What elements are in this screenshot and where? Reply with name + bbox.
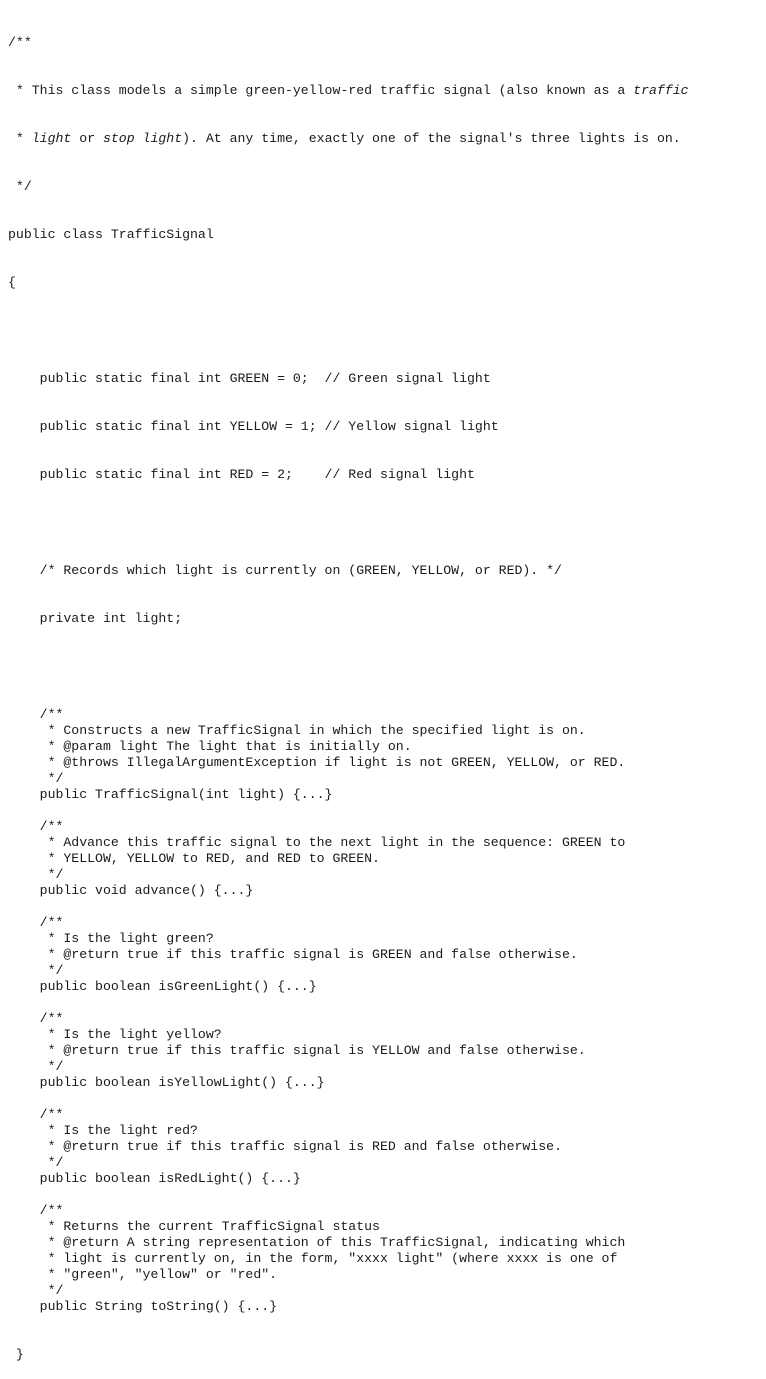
method-doc-comment-line: */ <box>8 1155 64 1170</box>
constant-green: public static final int GREEN = 0; // Green signal light <box>8 371 491 386</box>
class-comment-line-1: * This class models a simple green-yellow-red traffic signal (also known as a traffic <box>8 83 689 98</box>
method-list <box>8 707 689 1315</box>
class-open-brace: { <box>8 275 16 290</box>
method-doc-comment-line: */ <box>8 771 64 786</box>
method-signature: public boolean isGreenLight() {...} <box>8 979 317 994</box>
method-doc-comment-line: /** <box>8 1011 64 1026</box>
method-doc-comment-line: /** <box>8 1107 64 1122</box>
method-doc-comment-line: */ <box>8 1283 64 1298</box>
method-signature: public String toString() {...} <box>8 1299 278 1314</box>
method-doc-comment-line: * Is the light red? <box>8 1123 198 1138</box>
class-comment-open: /** <box>8 35 32 50</box>
class-comment-line-2: * light or stop light). At any time, exactly one of the signal's three lights is on. <box>8 131 681 146</box>
method-signature: public TrafficSignal(int light) {...} <box>8 787 333 802</box>
class-comment-close: */ <box>8 179 32 194</box>
method-doc-comment-line: * Constructs a new TrafficSignal in which the specified light is on. <box>8 723 586 738</box>
method-signature: public boolean isYellowLight() {...} <box>8 1075 325 1090</box>
method-doc-comment-line: * @throws IllegalArgumentException if light is not GREEN, YELLOW, or RED. <box>8 755 626 770</box>
field-declaration: private int light; <box>8 611 183 626</box>
method-doc-comment-line: * @return A string representation of this TrafficSignal, indicating which <box>8 1235 626 1250</box>
method-signature: public void advance() {...} <box>8 883 254 898</box>
method-doc-comment-line: * @return true if this traffic signal is RED and false otherwise. <box>8 1139 562 1154</box>
method-doc-comment-line: * YELLOW, YELLOW to RED, and RED to GREEN. <box>8 851 380 866</box>
method-doc-comment-line: * Returns the current TrafficSignal status <box>8 1219 380 1234</box>
constant-yellow: public static final int YELLOW = 1; // Yellow signal light <box>8 419 499 434</box>
method-doc-comment-line: * @param light The light that is initially on. <box>8 739 412 754</box>
method-doc-comment-line: /** <box>8 819 64 834</box>
method-doc-comment-line: /** <box>8 707 64 722</box>
method-doc-comment-line: /** <box>8 915 64 930</box>
code-listing <box>8 3 689 1379</box>
method-doc-comment-line: * Is the light yellow? <box>8 1027 222 1042</box>
method-doc-comment-line: /** <box>8 1203 64 1218</box>
method-signature: public boolean isRedLight() {...} <box>8 1171 301 1186</box>
field-comment: /* Records which light is currently on (GREEN, YELLOW, or RED). */ <box>8 563 562 578</box>
method-doc-comment-line: * @return true if this traffic signal is YELLOW and false otherwise. <box>8 1043 586 1058</box>
constant-red: public static final int RED = 2; // Red signal light <box>8 467 475 482</box>
method-doc-comment-line: */ <box>8 1059 64 1074</box>
method-doc-comment-line: */ <box>8 867 64 882</box>
method-doc-comment-line: * light is currently on, in the form, "xxxx light" (where xxxx is one of <box>8 1251 618 1266</box>
method-doc-comment-line: */ <box>8 963 64 978</box>
method-doc-comment-line: * Is the light green? <box>8 931 214 946</box>
method-doc-comment-line: * Advance this traffic signal to the next light in the sequence: GREEN to <box>8 835 626 850</box>
class-declaration: public class TrafficSignal <box>8 227 214 242</box>
method-doc-comment-line: * "green", "yellow" or "red". <box>8 1267 278 1282</box>
method-doc-comment-line: * @return true if this traffic signal is GREEN and false otherwise. <box>8 947 578 962</box>
class-close-brace: } <box>8 1347 24 1362</box>
